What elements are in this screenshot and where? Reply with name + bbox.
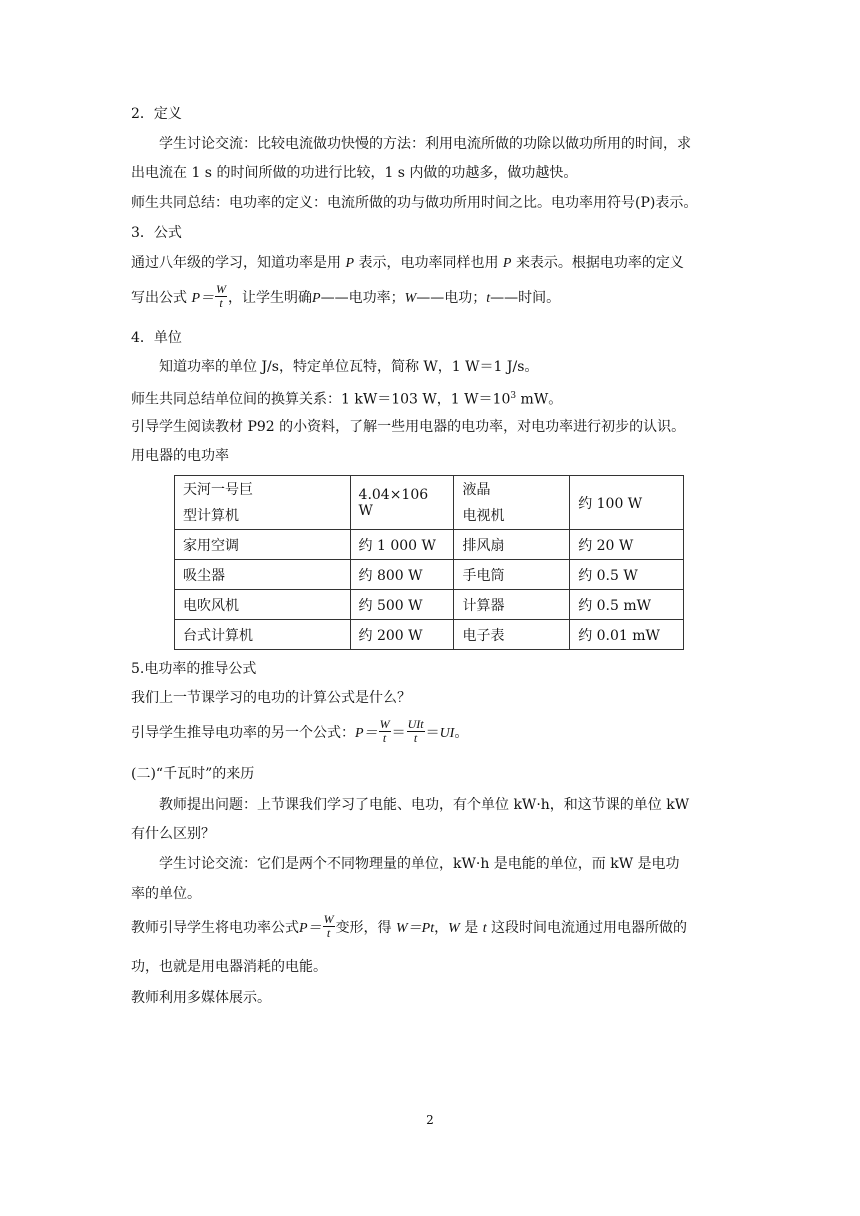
paragraph: 出电流在 1 s 的时间所做的功进行比较，1 s 内做的功越多，做功越快。 — [131, 165, 578, 181]
paragraph: 我们上一节课学习的电功的计算公式是什么？ — [131, 690, 411, 706]
table-cell: 电吹风机 — [175, 590, 351, 620]
paragraph: 功，也就是用电器消耗的电能。 — [131, 959, 327, 975]
formula-line: 引导学生推导电功率的另一个公式：P＝ $\frac{W}{t}$ ＝ $\frac{\text{UIt}}{t}$ ＝UI。 — [131, 716, 469, 745]
table-cell: 约 0.01 mW — [570, 620, 684, 650]
power-table — [174, 475, 684, 650]
table-cell: 约 500 W — [350, 590, 454, 620]
paragraph: 有什么区别？ — [131, 826, 215, 842]
table-row — [175, 590, 684, 620]
section-heading-formula: 3．公式 — [131, 225, 182, 241]
paragraph: 通过八年级的学习，知道功率是用 P 表示，电功率同样也用 P 来表示。根据电功率的定义 — [131, 255, 684, 271]
table-row — [175, 476, 684, 530]
section-heading-unit: 4．单位 — [131, 330, 182, 346]
table-cell: 约 0.5 W — [570, 560, 684, 590]
table-row — [175, 530, 684, 560]
table-cell: 约 1 000 W — [350, 530, 454, 560]
fraction-w-over-t: $\frac{W}{t}$ — [216, 281, 227, 310]
paragraph: 教师提出问题：上节课我们学习了电能、电功，有个单位 kW·h，和这节课的单位 kW — [159, 797, 690, 813]
table-row — [175, 620, 684, 650]
table-cell: 约 100 W — [570, 476, 684, 530]
section-heading-definition: 2．定义 — [131, 106, 182, 122]
table-cell: 天河一号巨 型计算机 — [175, 476, 351, 530]
paragraph: 教师利用多媒体展示。 — [131, 990, 271, 1006]
table-cell: 手电筒 — [454, 560, 570, 590]
table-cell: 约 200 W — [350, 620, 454, 650]
paragraph: 师生共同总结单位间的换算关系：1 kW＝103 W，1 $W=10^3$ mW。 — [131, 391, 563, 408]
table-cell: 电子表 — [454, 620, 570, 650]
table-cell: 约 800 W — [350, 560, 454, 590]
table-cell: 排风扇 — [454, 530, 570, 560]
paragraph: 学生讨论交流：比较电流做功快慢的方法：利用电流所做的功除以做功所用的时间，求 — [159, 136, 691, 152]
paragraph: 引导学生阅读教材 P92 的小资料，了解一些用电器的电功率，对电功率进行初步的认识。 — [131, 419, 686, 435]
paragraph: 率的单位。 — [131, 886, 201, 902]
table-cell: 台式计算机 — [175, 620, 351, 650]
fraction-w-over-t: $\frac{W}{t}$ — [323, 911, 334, 940]
paragraph: 师生共同总结：电功率的定义：电流所做的功与做功所用时间之比。电功率用符号(P)表示。 — [131, 195, 698, 211]
table-cell: 约 20 W — [570, 530, 684, 560]
fraction-w-over-t: $\frac{W}{t}$ — [379, 716, 390, 745]
fraction-uit-over-t: $\frac{\text{UIt}}{t}$ — [407, 716, 424, 745]
section-heading-kwh: (二)“千瓦时”的来历 — [131, 766, 255, 782]
section-heading-derived-formula: 5.电功率的推导公式 — [131, 661, 257, 677]
table-cell: 约 0.5 mW — [570, 590, 684, 620]
table-row — [175, 560, 684, 590]
table-cell: 液晶 电视机 — [454, 476, 570, 530]
formula-line: 写出公式 P＝ $\frac{W}{t}$ ，让学生明确P——电功率；W——电功；t——时间。 — [131, 281, 561, 310]
table-caption: 用电器的电功率 — [131, 448, 229, 464]
paragraph: 学生讨论交流：它们是两个不同物理量的单位，kW·h 是电能的单位，而 kW 是电功 — [159, 856, 680, 872]
formula-line: 教师引导学生将电功率公式P＝ $\frac{W}{t}$ 变形，得 W＝Pt，W 是 t 这段时间电流通过用电器所做的 — [131, 911, 688, 940]
page-number: 2 — [426, 1113, 434, 1127]
table-cell: 计算器 — [454, 590, 570, 620]
table-cell: 吸尘器 — [175, 560, 351, 590]
table-cell: 家用空调 — [175, 530, 351, 560]
table-cell: 4.04×106 W — [350, 476, 454, 530]
paragraph: 知道功率的单位 J/s，特定单位瓦特，简称 W，1 W＝1 J/s。 — [159, 359, 539, 375]
